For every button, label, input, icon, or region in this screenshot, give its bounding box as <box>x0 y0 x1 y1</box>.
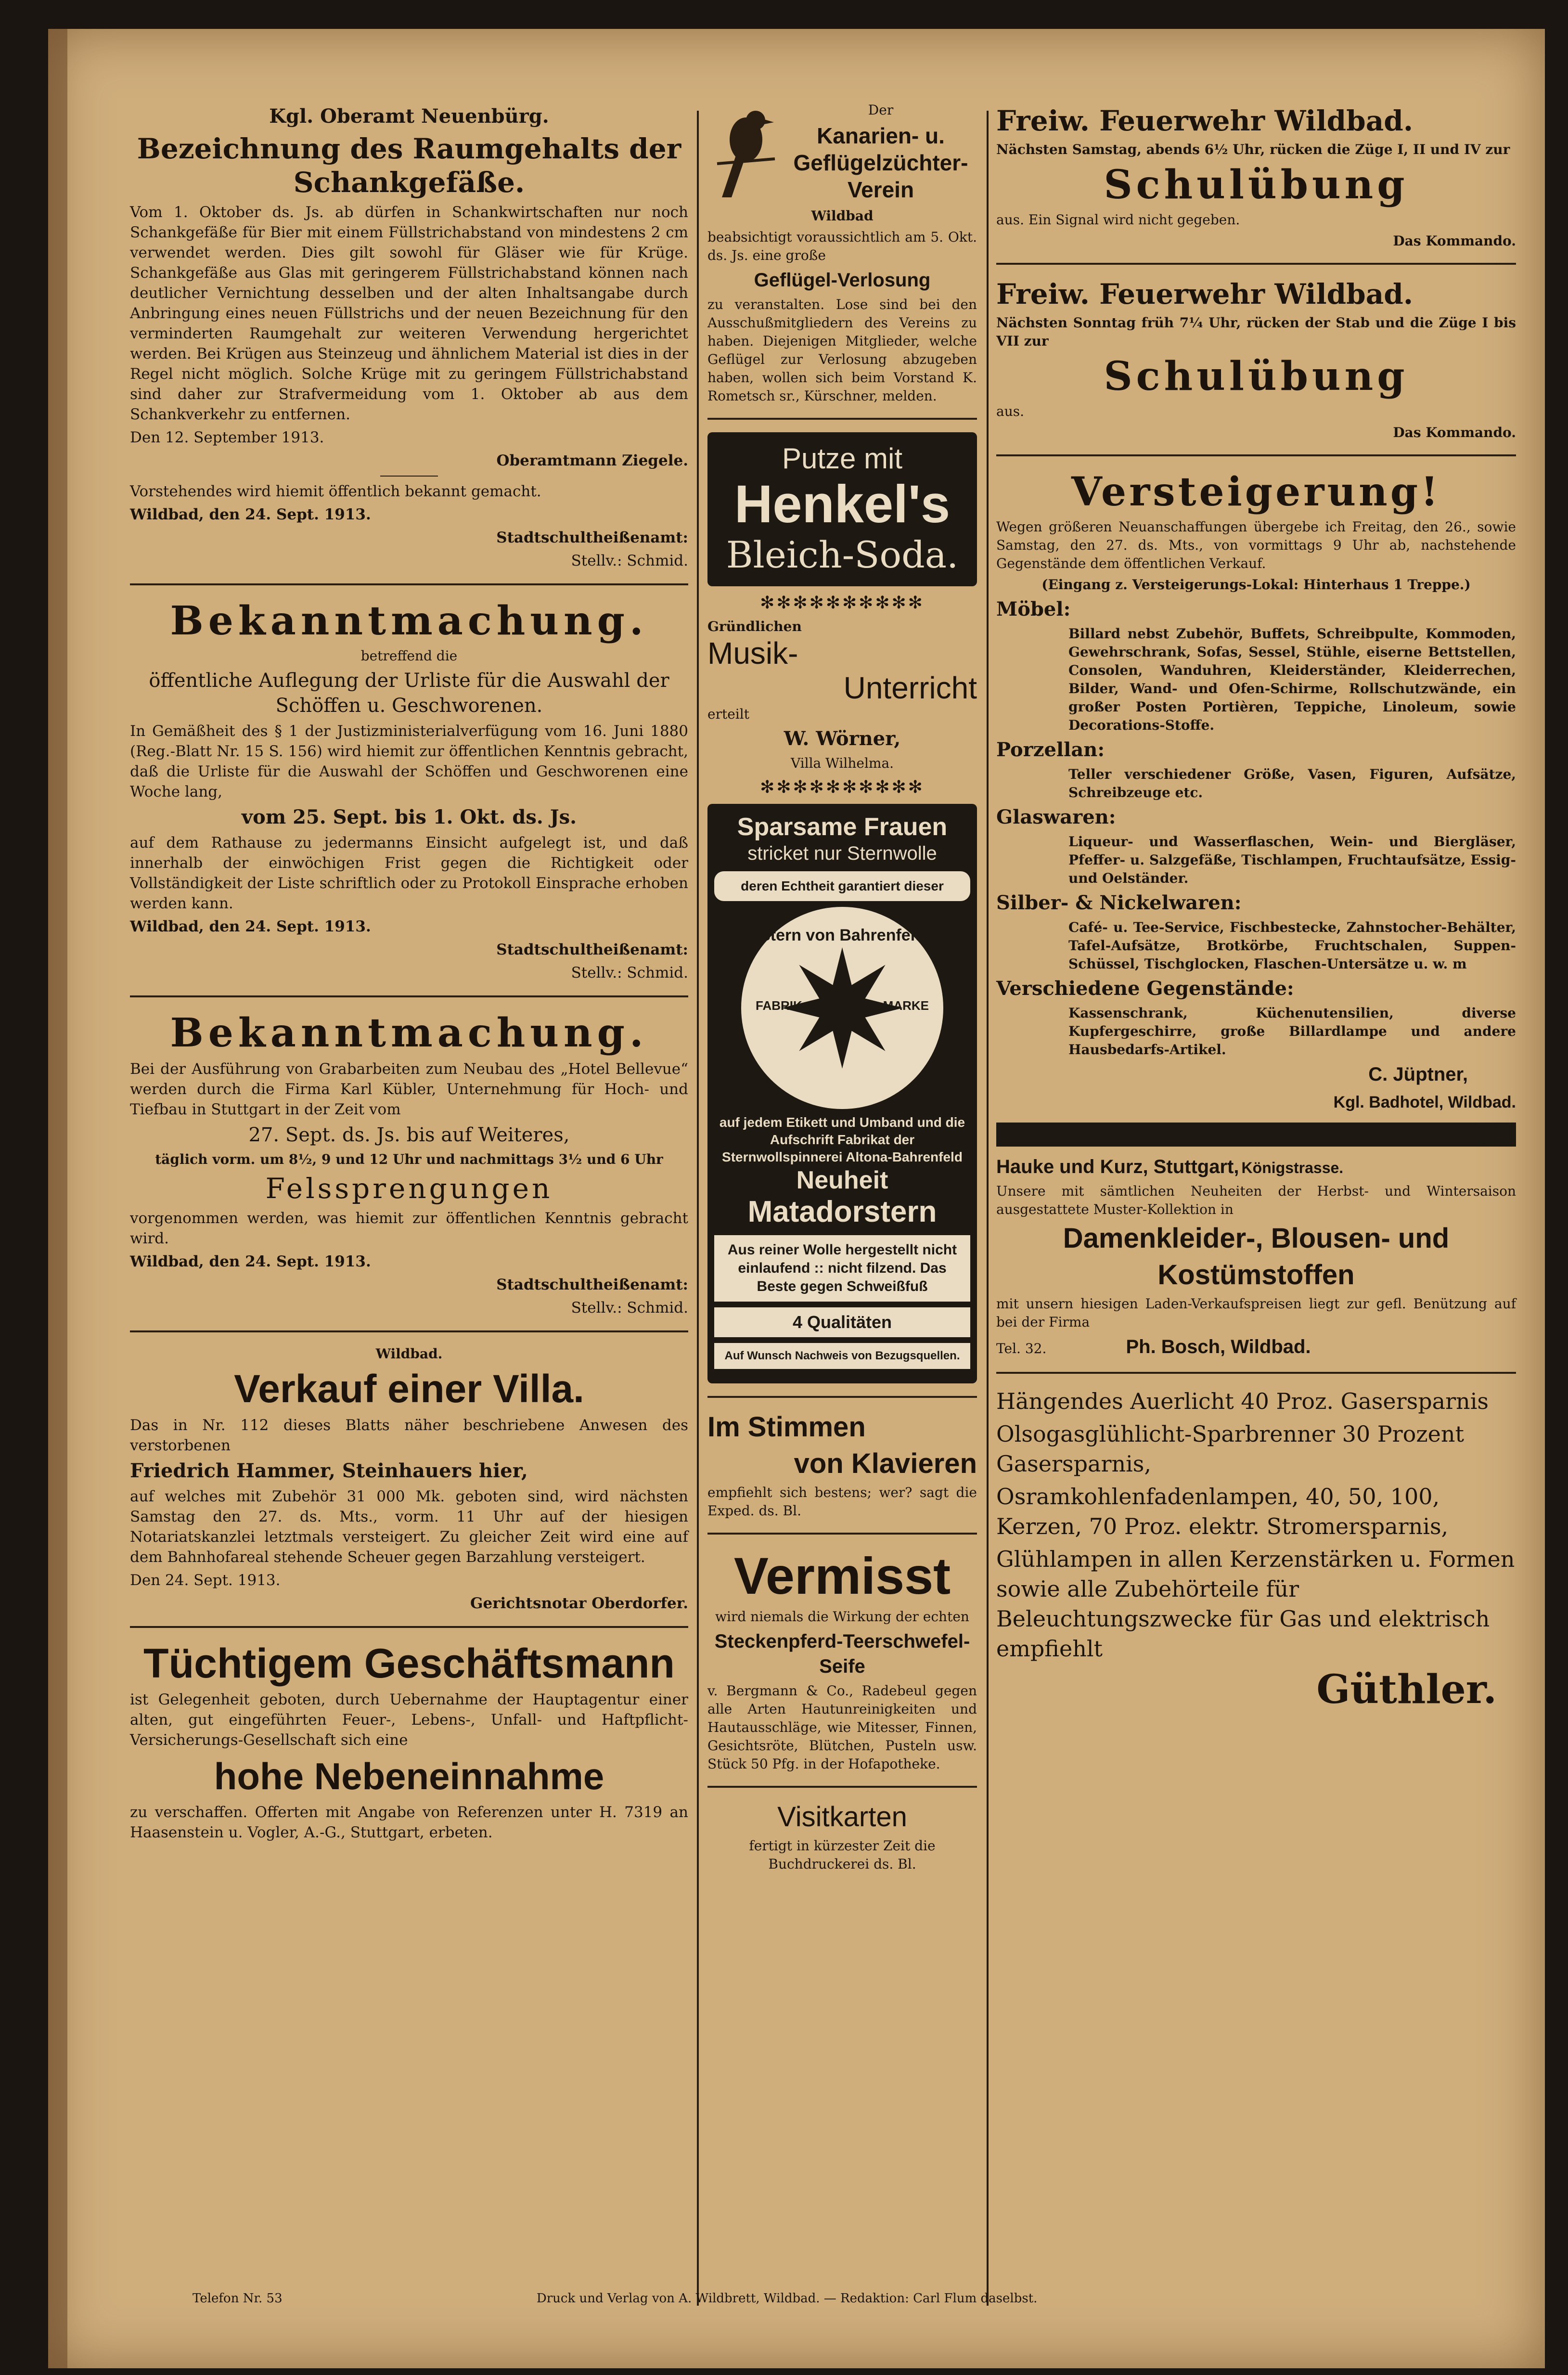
ad-section-body: Liqueur- und Wasserflaschen, Wein- und Biergläser, Pfeffer- u. Salzgefäße, Tischlampen, Fruchtaufsätze, Essig- und Oelständer. <box>1068 834 1516 886</box>
ad-line: Glühlampen in allen Kerzenstärken u. Formen sowie alle Zubehörteile für Beleuchtungszwecke für Gas und elektrisch empfiehlt <box>996 1546 1515 1662</box>
notice-aus: aus. Ein Signal wird nicht gegeben. <box>996 212 1240 228</box>
ad-section-head: Möbel: <box>996 598 1071 620</box>
ad-line: Olsogasglühlicht-Sparbrenner 30 Prozent Gasersparnis, <box>996 1421 1464 1477</box>
ad-title: Kanarien- u. Geflügelzüchter-Verein <box>793 123 968 202</box>
notice-urliste <box>130 598 688 983</box>
ad-signature: C. Jüptner, <box>1368 1064 1468 1085</box>
ad-street: Königstrasse. <box>1241 1159 1344 1176</box>
ad-body: fertigt in kürzester Zeit die Buchdruckerei ds. Bl. <box>749 1838 936 1872</box>
notice-office: Stadtschultheißenamt: <box>496 941 688 958</box>
notice-title: Freiw. Feuerwehr Wildbad. <box>996 278 1414 310</box>
ad-intro: Gründlichen <box>707 619 802 634</box>
ad-body: wird niemals die Wirkung der echten <box>715 1609 969 1625</box>
ad-line: Hängendes Auerlicht 40 Proz. Gasersparnis <box>996 1388 1489 1414</box>
ad-banner: deren Echtheit garantiert dieser <box>714 871 970 901</box>
ad-star-top: Stern von Bahrenfeld <box>759 926 925 944</box>
notice-felssprengungen <box>130 1010 688 1318</box>
notice-signature: Stellv.: Schmid. <box>571 964 688 981</box>
ad-name: W. Wörner, <box>784 727 901 750</box>
ad-signature2: Kgl. Badhotel, Wildbad. <box>1333 1093 1516 1111</box>
notice-name: Friedrich Hammer, Steinhauers hier, <box>130 1459 528 1482</box>
ad-signature: Güthler. <box>1316 1666 1497 1713</box>
footer-telefon: Telefon Nr. 53 <box>193 2291 283 2306</box>
divider <box>707 418 977 420</box>
ad-body2: zu verschaffen. Offerten mit Angabe von Referenzen unter H. 7319 an Haasenstein u. Vogler, A.-G., Stuttgart, erbeten. <box>130 1804 688 1841</box>
ad-body2: mit unsern hiesigen Laden-Verkaufspreisen liegt zur gefl. Benützung auf bei der Firma <box>996 1296 1516 1330</box>
notice-body: Bei der Ausführung von Grabarbeiten zum Neubau des „Hotel Bellevue“ werden durch die Firma Karl Kübler, Unternehmung für Hoch- und Tiefbau in Stuttgart in der Zeit vom <box>130 1060 688 1118</box>
ad-section-head: Porzellan: <box>996 738 1105 761</box>
divider <box>996 263 1516 265</box>
notice-signature: Das Kommando. <box>1393 233 1516 249</box>
notice-date: Den 24. Sept. 1913. <box>130 1572 281 1589</box>
notice-title: Bekanntmachung. <box>170 598 648 644</box>
ad-section-head: Verschiedene Gegenstände: <box>996 977 1294 1000</box>
notice-headline: öffentliche Auflegung der Urliste für die Auswahl der Schöffen u. Geschworenen. <box>149 670 669 717</box>
divider <box>996 1372 1516 1374</box>
notice-body2: vorgenommen werden, was hiemit zur öffentlichen Kenntnis gebracht wird. <box>130 1210 688 1247</box>
notice-times: täglich vorm. um 8½, 9 und 12 Uhr und nachmittags 3½ und 6 Uhr <box>155 1151 663 1167</box>
notice-signature: Stellv.: Schmid. <box>571 1299 688 1317</box>
notice-body: Nächsten Sonntag früh 7¼ Uhr, rücken der Stab und die Züge I bis VII zur <box>996 315 1516 349</box>
divider <box>130 583 688 585</box>
ad-title: Tüchtigem Geschäftsmann <box>143 1640 675 1687</box>
notice-note: Vorstehendes wird hiemit öffentlich bekannt gemacht. <box>130 483 541 500</box>
ad-body: empfiehlt sich bestens; wer? sagt die Exped. ds. Bl. <box>707 1484 977 1519</box>
ad-body2: v. Bergmann & Co., Radebeul gegen alle Arten Hautunreinigkeiten und Hautausschläge, wie Mitesser, Finnen, Gesichtsröte, Blütchen, Pusteln usw. Stück 50 Pfg. in der Hofapotheke. <box>707 1683 977 1772</box>
notice-body2: auf welches mit Zubehör 31 000 Mk. geboten sind, wird nächsten Samstag den 27. ds. Mts., vorm. 11 Uhr auf der hiesigen Notariatskanzlei letztmals versteigert. Zu gleicher Zeit wird eine auf dem Bahnhofareal stehende Scheuer gegen Barzahlung versteigert. <box>130 1488 688 1566</box>
ad-title: Visitkarten <box>777 1801 907 1833</box>
ad-guethler <box>996 1386 1516 1713</box>
ad-klavierstimmen <box>707 1410 977 1520</box>
ad-der: Der <box>868 102 894 118</box>
page-spine-shadow <box>48 29 67 2368</box>
divider <box>130 995 688 997</box>
ad-steckenpferd <box>707 1547 977 1773</box>
ad-body2: zu veranstalten. Lose sind bei den Ausschußmitgliedern des Vereins zu haben. Diejenigen Mitglieder, welche Geflügel zur Verlosung abzugeben haben, wollen sich beim Vorstand K. Rometsch sr., Kürschner, melden. <box>707 297 977 404</box>
ad-firm-line <box>996 1154 1516 1179</box>
ad-brand: Henkel's <box>734 475 951 534</box>
page-footer <box>193 2291 1444 2306</box>
divider <box>130 1626 688 1628</box>
ad-headline: Geflügel-Verlosung <box>754 270 931 291</box>
notice-office: Kgl. Oberamt Neuenbürg. <box>269 105 549 128</box>
notice-feuerwehr-1 <box>996 104 1516 250</box>
ad-title1: Im Stimmen <box>707 1411 866 1443</box>
ad-qualities: 4 Qualitäten <box>714 1307 970 1337</box>
notice-aus: aus. <box>996 403 1024 419</box>
divider <box>380 476 438 477</box>
column-middle <box>707 101 977 1876</box>
ad-title2: Unterricht <box>843 671 977 705</box>
ad-gefluegelverein <box>707 101 977 405</box>
notice-headline: Felssprengungen <box>265 1172 553 1205</box>
ad-entry: (Eingang z. Versteigerungs-Lokal: Hinterhaus 1 Treppe.) <box>1041 577 1471 593</box>
ad-footnote: Auf Wunsch Nachweis von Bezugsquellen. <box>714 1343 970 1369</box>
column-rule <box>987 111 989 2306</box>
newspaper-page <box>48 29 1545 2368</box>
footer-imprint: Druck und Verlag von A. Wildbrett, Wildbad. — Redaktion: Carl Flum daselbst. <box>536 2291 1038 2306</box>
ad-new2: Matadorstern <box>747 1195 937 1228</box>
ad-headline: hohe Nebeneinnahme <box>214 1755 604 1797</box>
ad-section-body: Billard nebst Zubehör, Buffets, Schreibpulte, Kommoden, Gewehrschrank, Sofas, Sessel, Stühle, eiserne Bettstellen, Consolen, Wanduhren, Kleiderständer, Kleiderrechen, Bilder, Wand- und Ofen-Schirme, Rollschutzwände, ein großer Posten Portièren, Teppiche, Linoleum, sowie Decorations-Stoffe. <box>1068 626 1516 733</box>
notice-place: Wildbad, den 24. Sept. 1913. <box>130 506 371 523</box>
notice-body: Nächsten Samstag, abends 6½ Uhr, rücken die Züge I, II und IV zur <box>996 142 1510 157</box>
ad-body: beabsichtigt voraussichtlich am 5. Okt. ds. Js. eine große <box>707 229 977 263</box>
divider <box>707 1786 977 1788</box>
ad-section-head: Glaswaren: <box>996 806 1116 828</box>
solid-divider-bar <box>996 1123 1516 1147</box>
ad-body: auf jedem Etikett und Umband und die Aufschrift Fabrikat der Sternwollspinnerei Altona-Bahrenfeld <box>719 1115 965 1164</box>
ad-headline1: Damenkleider-, Blousen- und <box>1063 1223 1450 1254</box>
ad-headline2: Kostümstoffen <box>1157 1259 1355 1291</box>
notice-place: Wildbad. <box>375 1346 443 1362</box>
ad-visitkarten <box>707 1800 977 1873</box>
notice-body2: auf dem Rathause zu jedermanns Einsicht aufgelegt ist, und daß innerhalb der einwöchigen Frist gegen die Richtigkeit oder Vollständigkeit der Liste schriftlich oder zu Protokoll Einsprache erhoben werden kann. <box>130 834 688 912</box>
ad-line1: Putze mit <box>782 442 903 475</box>
ad-star-emblem <box>741 907 943 1109</box>
notice-office2: Stadtschultheißenamt: <box>496 529 688 546</box>
divider <box>130 1330 688 1332</box>
canary-bird-icon <box>707 101 780 207</box>
notice-signature2: Stellv.: Schmid. <box>571 552 688 569</box>
ad-tel: Tel. 32. <box>996 1341 1047 1356</box>
ad-box: Aus reiner Wolle hergestellt nicht einlaufend :: nicht filzend. Das Beste gegen Schweißfuß <box>714 1235 970 1302</box>
ad-henkel <box>707 432 977 586</box>
notice-dates: 27. Sept. ds. Js. bis auf Weiteres, <box>248 1124 570 1146</box>
ad-signature: Ph. Bosch, Wildbad. <box>1126 1336 1311 1357</box>
notice-subtitle: betreffend die <box>360 648 458 664</box>
column-right <box>996 101 1516 1716</box>
ad-title2: von Klavieren <box>794 1448 977 1479</box>
notice-title: Bekanntmachung. <box>170 1010 648 1056</box>
column-left <box>130 101 688 1846</box>
notice-place: Wildbad, den 24. Sept. 1913. <box>130 1253 371 1270</box>
ad-title: Vermisst <box>733 1547 951 1605</box>
notice-villa <box>130 1345 688 1613</box>
ad-firm: Hauke und Kurz, Stuttgart, <box>996 1156 1239 1177</box>
notice-date: Den 12. September 1913. <box>130 429 324 446</box>
ad-new1: Neuheit <box>796 1166 888 1194</box>
notice-dates: vom 25. Sept. bis 1. Okt. ds. Js. <box>241 806 577 828</box>
ad-section-body: Café- u. Tee-Service, Fischbestecke, Zahnstocher-Behälter, Tafel-Aufsätze, Brotkörbe, Fruchtschalen, Suppen-Schüssel, Tischglocken, Flaschen-Untersätze u. w. m <box>1068 919 1516 972</box>
ad-body: ist Gelegenheit geboten, durch Uebernahme der Hauptagentur einer alten, gut eingeführten Feuer-, Lebens-, Unfall- und Haftpflicht-Versicherungs-Gesellschaft sich eine <box>130 1691 688 1749</box>
notice-signature: Das Kommando. <box>1393 425 1516 440</box>
divider <box>707 1533 977 1535</box>
ad-erteilt: erteilt <box>707 706 749 722</box>
divider <box>707 1396 977 1398</box>
ad-product: Bleich-Soda. <box>726 533 959 576</box>
notice-office: Stadtschultheißenamt: <box>496 1276 688 1293</box>
ad-head2: stricket nur Sternwolle <box>747 843 937 864</box>
ad-hauke-kurz <box>996 1154 1516 1359</box>
notice-body: Das in Nr. 112 dieses Blatts näher beschriebene Anwesen des verstorbenen <box>130 1417 688 1454</box>
notice-title: Freiw. Feuerwehr Wildbad. <box>996 104 1414 137</box>
ornament-border: ✻✻✻✻✻✻✻✻✻✻ <box>760 777 925 797</box>
ad-address: Villa Wilhelma. <box>790 755 894 771</box>
notice-feuerwehr-2 <box>996 277 1516 442</box>
ad-section-body: Teller verschiedener Größe, Vasen, Figuren, Aufsätze, Schreibzeuge etc. <box>1068 766 1516 800</box>
notice-signature: Oberamtmann Ziegele. <box>496 452 688 469</box>
notice-schankgefaesse <box>130 104 688 571</box>
ad-versteigerung <box>996 469 1516 1115</box>
ad-sternwolle <box>707 804 977 1383</box>
ad-title: Versteigerung! <box>1071 469 1441 515</box>
ad-place: Wildbad <box>811 208 874 224</box>
ad-product: Steckenpferd-Teerschwefel-Seife <box>714 1631 970 1677</box>
ad-title1: Musik- <box>707 636 798 671</box>
ad-star-left: FABRIK <box>756 998 802 1013</box>
ad-body: Wegen größeren Neuanschaffungen übergebe ich Freitag, den 26., sowie Samstag, den 27. ds. Mts., von vormittags 9 Uhr ab, nachstehende Gegenstände dem öffentlichen Verkauf. <box>996 519 1516 571</box>
ad-geschaeftsmann <box>130 1640 688 1843</box>
ad-head1: Sparsame Frauen <box>737 813 948 841</box>
notice-headline: Schulübung <box>1104 353 1409 400</box>
column-rule <box>697 111 699 2306</box>
ad-body: Unsere mit sämtlichen Neuheiten der Herbst- und Wintersaison ausgestattete Muster-Kollektion in <box>996 1183 1516 1217</box>
ad-footer-line <box>996 1334 1516 1359</box>
ornament-border: ✻✻✻✻✻✻✻✻✻✻ <box>760 593 925 613</box>
notice-signature: Gerichtsnotar Oberdorfer. <box>470 1595 688 1612</box>
notice-body: Vom 1. Oktober ds. Js. ab dürfen in Schankwirtschaften nur noch Schankgefäße für Bier mit einem Füllstrichabstand von mindestens 2 cm verwendet werden. Dies gilt sowohl für Gläser wie für Krüge. Schankgefäße aus Glas mit geringerem Füllstrichabstand können nach deutlicher Vernichtung desselben und der alten Inhaltsangabe durch Anbringung eines neuen Füllstrichs und der neuen Bezeichnung für den verminderten Raumgehalt zur weiteren Verwendung hergerichtet werden. Bei Krügen aus Steinzeug und ähnlichem Material ist dies in der Regel nicht möglich. Solche Krüge mit zu geringem Füllstrichabstand sind daher zur Strafvermeidung vom 1. Oktober ab aus dem Schankverkehr zu entfernen. <box>130 204 688 423</box>
ad-star-right: MARKE <box>883 998 929 1013</box>
notice-headline: Schulübung <box>1104 162 1409 208</box>
divider <box>996 454 1516 456</box>
ad-section-head: Silber- & Nickelwaren: <box>996 891 1242 914</box>
ad-section-body: Kassenschrank, Küchenutensilien, diverse Kupfergeschirre, große Billardlampe und andere Hausbedarfs-Artikel. <box>1068 1005 1516 1058</box>
ad-musikunterricht <box>707 593 977 797</box>
notice-place: Wildbad, den 24. Sept. 1913. <box>130 918 371 935</box>
notice-title: Verkauf einer Villa. <box>234 1367 584 1411</box>
notice-body: In Gemäßheit des § 1 der Justizministerialverfügung vom 16. Juni 1880 (Reg.-Blatt Nr. 15 S. 156) wird hiemit zur öffentlichen Kenntnis gebracht, daß die Urliste für die Auswahl der Schöffen und Geschworenen eine Woche lang, <box>130 723 688 800</box>
notice-title: Bezeichnung des Raumgehalts der Schankgefäße. <box>137 132 681 199</box>
ad-line: Osramkohlenfadenlampen, 40, 50, 100, Kerzen, 70 Proz. elektr. Stromersparnis, <box>996 1484 1449 1539</box>
